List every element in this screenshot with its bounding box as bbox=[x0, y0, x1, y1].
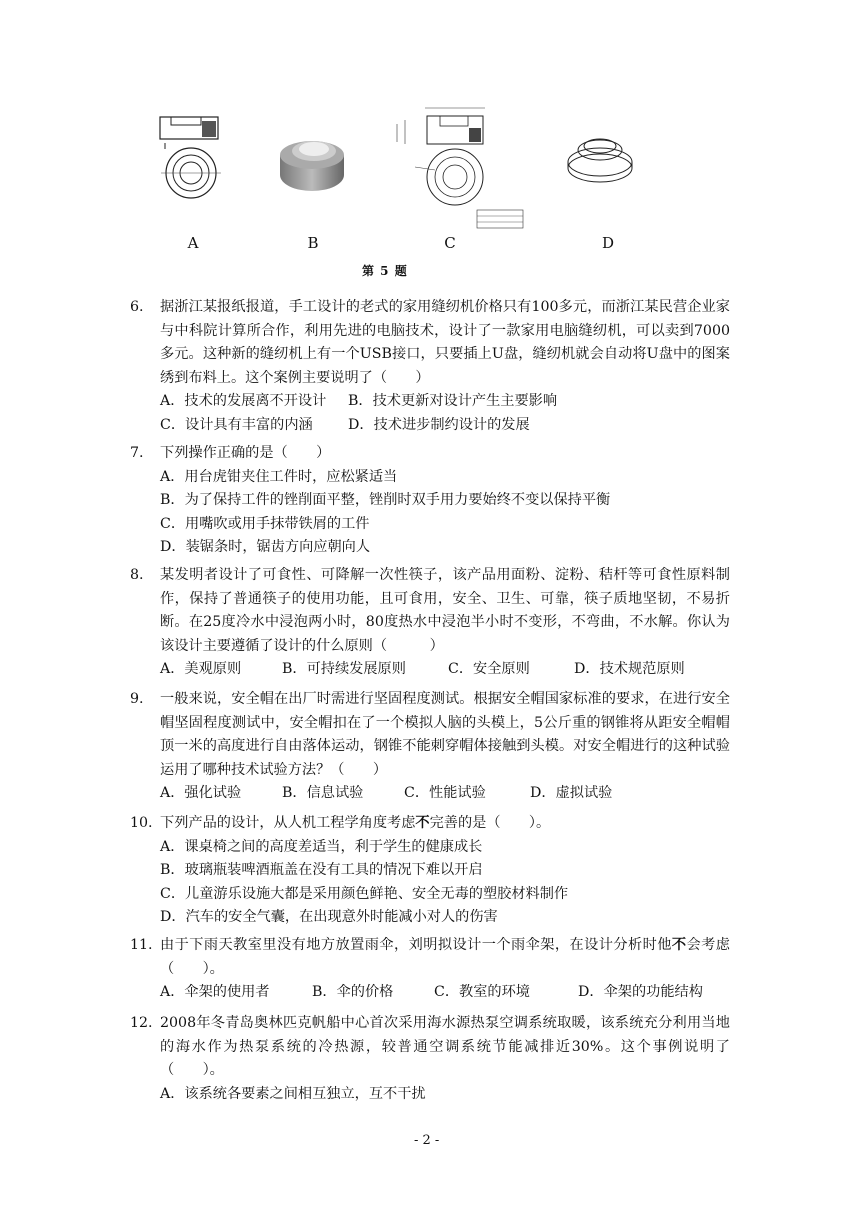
question-number: 7. bbox=[130, 445, 144, 461]
stem-emphasis: 不 bbox=[415, 815, 430, 831]
question-stem: 一般来说，安全帽在出厂时需进行坚固程度测试。根据安全帽国家标准的要求，在进行安全帽坚固程度测试中，安全帽扣在了一个模拟人脑的头模上，5公斤重的钢锥将从距安全帽帽顶一米的高度进行自由落体运动，钢锥不能刺穿帽体接触到头模。对安全帽进行的这种试验运用了哪种技术试验方法？（ ） bbox=[160, 691, 730, 778]
question-7 bbox=[130, 442, 730, 560]
stem-text: 会考虑（ ）。 bbox=[160, 937, 730, 977]
figure-label-a: A bbox=[187, 234, 199, 252]
question-number: 9. bbox=[130, 691, 144, 707]
option-d[interactable]: D．装锯条时，锯齿方向应朝向人 bbox=[160, 539, 371, 555]
stem-text: 由于下雨天教室里没有地方放置雨伞，刘明拟设计一个雨伞架，在设计分析时他 bbox=[160, 937, 672, 953]
option-c[interactable]: C．儿童游乐设施大都是采用颜色鲜艳、安全无毒的塑胶材料制作 bbox=[160, 885, 569, 902]
figure-label-b: B bbox=[307, 234, 319, 252]
question-12 bbox=[130, 1012, 730, 1106]
option-row bbox=[160, 390, 730, 414]
question-stem: 2008年冬青岛奥林匹克帆船中心首次采用海水源热泵空调系统取暖，该系统充分利用当地的海水作为热泵系统的冷热源，较普通空调系统节能减排近30%。这个事例说明了（ ）。 bbox=[160, 1015, 730, 1078]
option-d[interactable]: D．虚拟试验 bbox=[530, 785, 613, 801]
option-b[interactable]: B．技术更新对设计产生主要影响 bbox=[348, 393, 558, 409]
figure-label-d: D bbox=[601, 234, 615, 252]
option-b[interactable]: B．为了保持工件的锉削面平整，锉削时双手用力要始终不变以保持平衡 bbox=[160, 492, 611, 508]
question-10 bbox=[130, 812, 730, 930]
option-c[interactable]: C．安全原则 bbox=[448, 661, 530, 677]
question-number: 8. bbox=[130, 567, 144, 583]
option-b[interactable]: B．玻璃瓶装啤酒瓶盖在没有工具的情况下难以开启 bbox=[160, 862, 483, 878]
option-d[interactable]: D．技术规范原则 bbox=[574, 661, 685, 677]
option-b[interactable]: B．可持续发展原则 bbox=[282, 661, 406, 677]
option-c[interactable]: C．教室的环境 bbox=[434, 984, 530, 1000]
question-stem: 据浙江某报纸报道，手工设计的老式的家用缝纫机价格只有100多元，而浙江某民营企业家与中科院计算所合作，利用先进的电脑技术，设计了一款家用电脑缝纫机，可以卖到7000多元。这种新的缝纫机上有一个USB接口，只要插上U盘，缝纫机就会自动将U盘中的图案绣到布料上。这个案例主要说明了（ ） bbox=[160, 299, 730, 386]
option-c[interactable]: C．设计具有丰富的内涵 bbox=[160, 416, 313, 433]
stem-text: 完善的是（ ）。 bbox=[429, 815, 551, 831]
question-stem bbox=[160, 934, 730, 981]
option-row bbox=[160, 414, 730, 438]
figure-c-technical-drawing bbox=[385, 102, 535, 232]
option-row bbox=[160, 782, 730, 806]
figure-label-c: C bbox=[444, 234, 456, 252]
stem-text: 下列产品的设计，从人机工程学角度考虑 bbox=[160, 815, 416, 831]
figure-d-render bbox=[560, 128, 640, 188]
option-d[interactable]: D．技术进步制约设计的发展 bbox=[348, 416, 530, 433]
question-9 bbox=[130, 688, 730, 806]
question-number: 12. bbox=[130, 1015, 153, 1031]
option-a[interactable]: A．用台虎钳夹住工件时，应松紧适当 bbox=[160, 468, 398, 485]
option-c[interactable]: C．用嘴吹或用手抹带铁屑的工件 bbox=[160, 515, 370, 532]
option-a[interactable]: A．课桌椅之间的高度差适当，利于学生的健康成长 bbox=[160, 838, 483, 855]
option-a[interactable]: A．该系统各要素之间相互独立，互不干扰 bbox=[160, 1085, 426, 1102]
option-a[interactable]: A．美观原则 bbox=[160, 661, 242, 677]
question-number: 11. bbox=[130, 937, 153, 953]
figure-a-drawing bbox=[155, 115, 235, 200]
option-b[interactable]: B．信息试验 bbox=[282, 785, 364, 801]
stem-emphasis: 不 bbox=[671, 937, 687, 953]
question-number: 10. bbox=[130, 815, 153, 831]
option-a[interactable]: A．伞架的使用者 bbox=[160, 984, 270, 1000]
option-b[interactable]: B．伞的价格 bbox=[312, 984, 394, 1000]
question-number: 6. bbox=[130, 299, 144, 315]
figure-row bbox=[0, 100, 860, 280]
option-d[interactable]: D．汽车的安全气囊，在出现意外时能减小对人的伤害 bbox=[160, 909, 498, 925]
question-11 bbox=[130, 934, 730, 1005]
option-d[interactable]: D．伞架的功能结构 bbox=[578, 984, 703, 1000]
question-stem bbox=[160, 812, 730, 836]
page-number: - 2 - bbox=[414, 1133, 440, 1148]
question-stem: 下列操作正确的是（ ） bbox=[160, 445, 331, 461]
option-row bbox=[160, 658, 730, 682]
option-c[interactable]: C．性能试验 bbox=[404, 785, 486, 801]
question-6 bbox=[130, 296, 730, 437]
option-a[interactable]: A．技术的发展离不开设计 bbox=[160, 393, 327, 409]
option-row bbox=[160, 981, 730, 1005]
option-a[interactable]: A．强化试验 bbox=[160, 785, 242, 801]
figure-caption: 第 5 题 bbox=[362, 264, 408, 278]
question-8 bbox=[130, 564, 730, 682]
figure-b-render bbox=[272, 125, 352, 200]
question-stem: 某发明者设计了可食性、可降解一次性筷子，该产品用面粉、淀粉、秸杆等可食性原料制作，保持了普通筷子的使用功能，且可食用，安全、卫生、可靠，筷子质地坚韧，不易折断。在25度冷水中浸泡两小时，80度热水中浸泡半小时不变形，不弯曲，不水解。你认为该设计主要遵循了设计的什么原则（ ） bbox=[160, 567, 730, 654]
